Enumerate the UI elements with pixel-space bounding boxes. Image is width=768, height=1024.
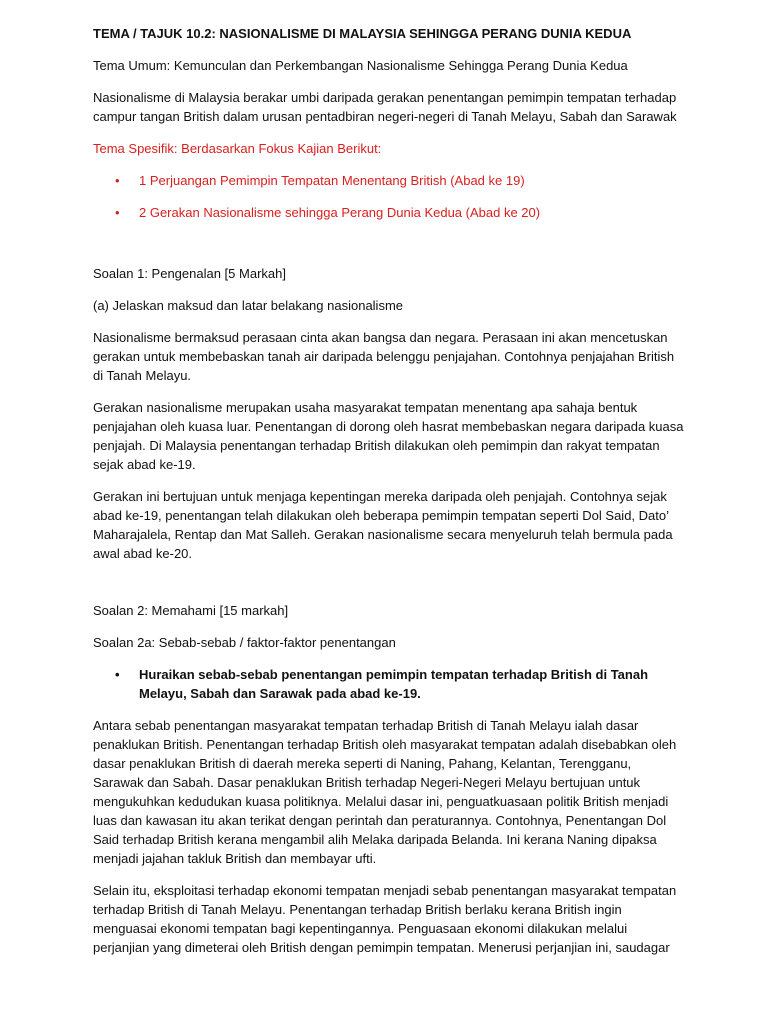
soalan2-heading: Soalan 2: Memahami [15 markah]	[93, 603, 289, 618]
soalan1-paragraph: Gerakan ini bertujuan untuk menjaga kepentingan mereka daripada oleh penjajah. Contohnya sejak abad ke-19, penentangan telah dilakukan oleh beberapa pemimpin tempatan seperti Dol Said, Dato’ Maharajalela, Rentap dan Mat Salleh. Gerakan nasionalisme secara menyeluruh telah bermula pada awal abad ke-20.	[93, 489, 673, 561]
soalan2-subheading: Soalan 2a: Sebab-sebab / faktor-faktor penentangan	[93, 635, 396, 650]
bullet-icon: •	[115, 173, 120, 188]
document-title: TEMA / TAJUK 10.2: NASIONALISME DI MALAYSIA SEHINGGA PERANG DUNIA KEDUA	[93, 26, 632, 41]
soalan2-list	[93, 665, 684, 703]
list-item	[93, 203, 684, 222]
soalan1-heading: Soalan 1: Pengenalan [5 Markah]	[93, 266, 286, 281]
list-item	[93, 665, 684, 703]
soalan1-paragraph: Gerakan nasionalisme merupakan usaha masyarakat tempatan menentang apa sahaja bentuk penjajahan oleh kuasa luar. Penentangan di dorong oleh hasrat membebaskan negara daripada kuasa penjajah. Di Malaysia penentangan terhadap British dilakukan oleh pemimpin dan rakyat tempatan sejak abad ke-19.	[93, 400, 684, 472]
bullet-icon: •	[115, 205, 120, 220]
list-item-text: 2 Gerakan Nasionalisme sehingga Perang Dunia Kedua (Abad ke 20)	[139, 205, 541, 220]
list-item-text: Huraikan sebab-sebab penentangan pemimpin tempatan terhadap British di Tanah Melayu, Sabah dan Sarawak pada abad ke-19.	[139, 667, 649, 701]
list-item	[93, 171, 684, 190]
intro-paragraph: Nasionalisme di Malaysia berakar umbi daripada gerakan penentangan pemimpin tempatan terhadap campur tangan British dalam urusan pentadbiran negeri-negeri di Tanah Melayu, Sabah dan Sarawak	[93, 90, 677, 124]
tema-spesifik-heading: Tema Spesifik: Berdasarkan Fokus Kajian Berikut:	[93, 141, 382, 156]
tema-spesifik-list	[93, 171, 684, 222]
soalan1-paragraph: Nasionalisme bermaksud perasaan cinta akan bangsa dan negara. Perasaan ini akan mencetuskan gerakan untuk membebaskan tanah air daripada belenggu penjajahan. Contohnya penjajahan British di Tanah Melayu.	[93, 330, 675, 383]
soalan2-paragraph: Antara sebab penentangan masyarakat tempatan terhadap British di Tanah Melayu ialah dasar penaklukan British. Penentangan terhadap British oleh masyarakat tempatan adalah disebabkan oleh dasar penaklukan British di daerah mereka seperti di Naning, Pahang, Kelantan, Terengganu, Sarawak dan Sabah. Dasar penaklukan British terhadap Negeri-Negeri Melayu bertujuan untuk mengukuhkan kedudukan kuasa politiknya. Melalui dasar ini, penguatkuasaan politik British menjadi luas dan kawasan itu akan terikat dengan perintah dan peraturannya. Contohnya, Penentangan Dol Said terhadap British kerana mengambil alih Melaka daripada Belanda. Ini kerana Naning dipaksa menjadi jajahan takluk British dan membayar ufti.	[93, 718, 677, 866]
list-item-text: 1 Perjuangan Pemimpin Tempatan Menentang British (Abad ke 19)	[139, 173, 525, 188]
soalan1-subheading: (a) Jelaskan maksud dan latar belakang nasionalisme	[93, 298, 404, 313]
bullet-icon: •	[115, 667, 120, 682]
soalan2-paragraph: Selain itu, eksploitasi terhadap ekonomi tempatan menjadi sebab penentangan masyarakat tempatan terhadap British di Tanah Melayu. Penentangan terhadap British berlaku kerana British ingin menguasai ekonomi tempatan bagi kepentingannya. Penguasaan ekonomi dilakukan melalui perjanjian yang dimeterai oleh British dengan pemimpin tempatan. Menerusi perjanjian ini, saudagar	[93, 883, 677, 955]
tema-umum: Tema Umum: Kemunculan dan Perkembangan Nasionalisme Sehingga Perang Dunia Kedua	[93, 58, 628, 73]
